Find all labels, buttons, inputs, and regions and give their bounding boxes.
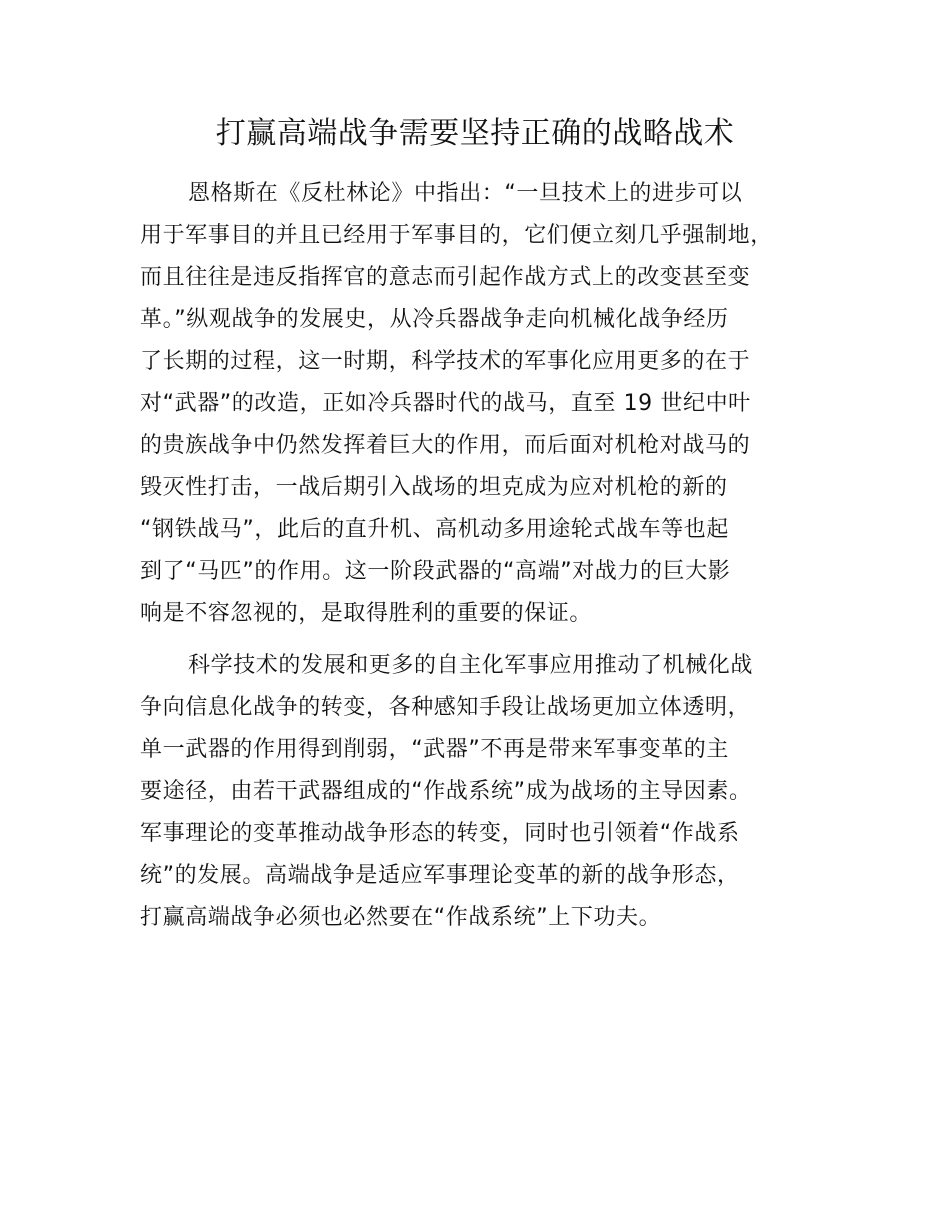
paragraph-line: 毁灭性打击，一战后期引入战场的坦克成为应对机枪的新的 <box>140 475 728 500</box>
paragraph-line: 科学技术的发展和更多的自主化军事应用推动了机械化战 <box>188 653 754 678</box>
paragraph-line: 到了“马匹”的作用。这一阶段武器的“高端”对战力的巨大影 <box>140 559 731 584</box>
paragraph-line: 而且往往是违反指挥官的意志而引起作战方式上的改变甚至变 <box>140 265 751 290</box>
paragraph-line: 用于军事目的并且已经用于军事目的，它们便立刻几乎强制地， <box>140 223 773 248</box>
paragraph-line: 打赢高端战争必须也必然要在“作战系统”上下功夫。 <box>140 905 662 930</box>
paragraph-line: 革。”纵观战争的发展史，从冷兵器战争走向机械化战争经历 <box>140 307 729 332</box>
paragraph-line: 的贵族战争中仍然发挥着巨大的作用，而后面对机枪对战马的 <box>140 433 751 458</box>
paragraph-1 <box>140 173 840 635</box>
document-title: 打赢高端战争需要坚持正确的战略战术 <box>215 116 735 151</box>
paragraph-line: 恩格斯在《反杜林论》中指出：“一旦技术上的进步可以 <box>188 181 743 206</box>
paragraph-line: 了长期的过程，这一时期，科学技术的军事化应用更多的在于 <box>140 349 751 374</box>
paragraph-line: 争向信息化战争的转变，各种感知手段让战场更加立体透明， <box>140 695 751 720</box>
paragraph-line: 单一武器的作用得到削弱，“武器”不再是带来军事变革的主 <box>140 737 729 762</box>
paragraph-line: 要途径，由若干武器组成的“作战系统”成为战场的主导因素。 <box>140 779 752 804</box>
paragraph-line: 响是不容忽视的，是取得胜利的重要的保证。 <box>140 601 593 626</box>
paragraph-line: 对“武器”的改造，正如冷兵器时代的战马，直至 19 世纪中叶 <box>140 391 751 416</box>
paragraph-line: 军事理论的变革推动战争形态的转变，同时也引领着“作战系 <box>140 821 740 846</box>
paragraph-line: “钢铁战马”，此后的直升机、高机动多用途轮式战车等也起 <box>140 517 729 542</box>
document-body <box>140 173 840 939</box>
paragraph-2 <box>140 645 840 939</box>
paragraph-line: 统”的发展。高端战争是适应军事理论变革的新的战争形态， <box>140 863 740 888</box>
